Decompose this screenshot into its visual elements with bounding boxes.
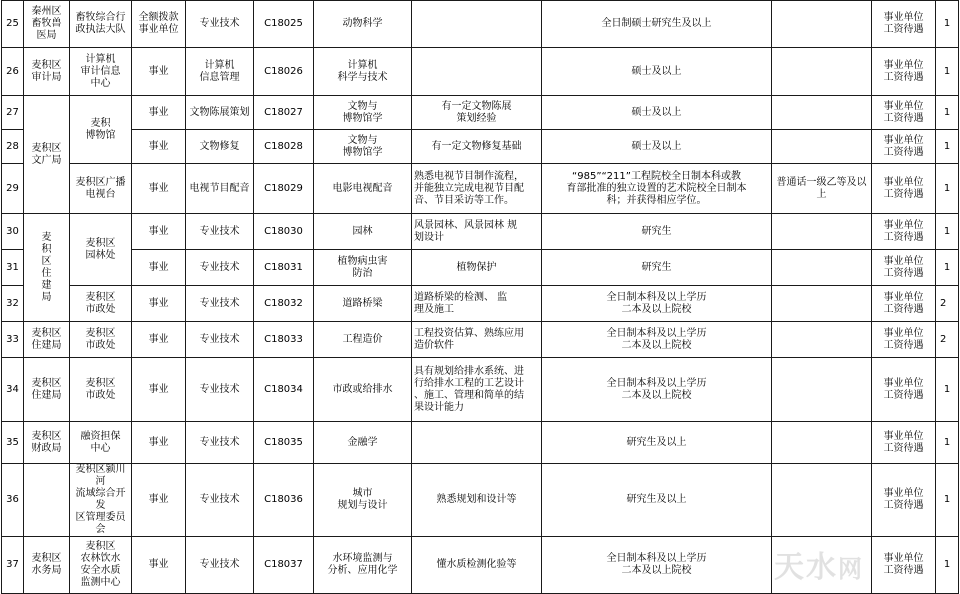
- salary: 事业单位 工资待遇: [872, 96, 936, 130]
- department: 麦积区 文广局: [24, 96, 70, 214]
- other-condition: [772, 1, 872, 48]
- row-number: 37: [2, 537, 24, 594]
- post-code: C18032: [254, 286, 314, 322]
- requirement: 有一定文物修复基础: [412, 130, 542, 164]
- unit-nature: 事业: [132, 250, 186, 286]
- salary: 事业单位 工资待遇: [872, 422, 936, 464]
- requirement: 懂水质检测化验等: [412, 537, 542, 594]
- headcount: 1: [936, 537, 959, 594]
- salary: 事业单位 工资待遇: [872, 214, 936, 250]
- salary: 事业单位 工资待遇: [872, 537, 936, 594]
- table-row: [2, 464, 959, 537]
- education: 全日制硕士研究生及以上: [542, 1, 772, 48]
- headcount: 1: [936, 422, 959, 464]
- major: 城市 规划与设计: [314, 464, 412, 537]
- salary: 事业单位 工资待遇: [872, 48, 936, 96]
- table-row: [2, 214, 959, 250]
- department: 麦积区 审计局: [24, 48, 70, 96]
- education: 硕士及以上: [542, 96, 772, 130]
- education: 全日制本科及以上学历 二本及以上院校: [542, 358, 772, 422]
- other-condition: [772, 130, 872, 164]
- education: 研究生及以上: [542, 464, 772, 537]
- major: 市政或给排水: [314, 358, 412, 422]
- major: 动物科学: [314, 1, 412, 48]
- post-name: 专业技术: [186, 422, 254, 464]
- post-name: 文物修复: [186, 130, 254, 164]
- post-code: C18026: [254, 48, 314, 96]
- employer: 麦积区 市政处: [70, 358, 132, 422]
- requirement: [412, 1, 542, 48]
- requirement: 熟悉电视节目制作流程， 并能独立完成电视节目配 音、节目采访等工作。: [412, 164, 542, 214]
- education: 研究生及以上: [542, 422, 772, 464]
- employer: 计算机 审计信息 中心: [70, 48, 132, 96]
- other-condition: [772, 322, 872, 358]
- post-code: C18033: [254, 322, 314, 358]
- table-row: [2, 286, 959, 322]
- headcount: 1: [936, 130, 959, 164]
- post-code: C18028: [254, 130, 314, 164]
- unit-nature: 全额拨款 事业单位: [132, 1, 186, 48]
- other-condition: [772, 422, 872, 464]
- requirement: 具有规划给排水系统、进 行给排水工程的工艺设计 、施工、管理和简单的结 果设计能力: [412, 358, 542, 422]
- row-number: 29: [2, 164, 24, 214]
- requirement: 道路桥梁的检测、 监 理及施工: [412, 286, 542, 322]
- headcount: 1: [936, 464, 959, 537]
- headcount: 1: [936, 164, 959, 214]
- education: 研究生: [542, 250, 772, 286]
- education: 全日制本科及以上学历 二本及以上院校: [542, 286, 772, 322]
- salary: 事业单位 工资待遇: [872, 322, 936, 358]
- row-number: 34: [2, 358, 24, 422]
- table-row: [2, 164, 959, 214]
- row-number: 32: [2, 286, 24, 322]
- headcount: 1: [936, 48, 959, 96]
- row-number: 26: [2, 48, 24, 96]
- other-condition: [772, 48, 872, 96]
- post-code: C18030: [254, 214, 314, 250]
- headcount: 1: [936, 214, 959, 250]
- department: 秦州区 畜牧兽 医局: [24, 1, 70, 48]
- table-row: [2, 48, 959, 96]
- table-row: [2, 96, 959, 130]
- salary: 事业单位 工资待遇: [872, 164, 936, 214]
- employer: 麦积区 园林处: [70, 214, 132, 286]
- major: 水环境监测与 分析、应用化学: [314, 537, 412, 594]
- headcount: 1: [936, 96, 959, 130]
- department: 麦积区 财政局: [24, 422, 70, 464]
- requirement: [412, 422, 542, 464]
- employer: 麦积区 市政处: [70, 286, 132, 322]
- post-code: C18029: [254, 164, 314, 214]
- requirement: 风景园林、风景园林 规 划设计: [412, 214, 542, 250]
- other-condition: [772, 250, 872, 286]
- table-row: [2, 130, 959, 164]
- watermark-text: 天水: [774, 550, 838, 585]
- salary: 事业单位 工资待遇: [872, 250, 936, 286]
- row-number: 28: [2, 130, 24, 164]
- major: 文物与 博物馆学: [314, 96, 412, 130]
- unit-nature: 事业: [132, 130, 186, 164]
- unit-nature: 事业: [132, 286, 186, 322]
- salary: 事业单位 工资待遇: [872, 286, 936, 322]
- major: 金融学: [314, 422, 412, 464]
- major: 计算机 科学与技术: [314, 48, 412, 96]
- major: 道路桥梁: [314, 286, 412, 322]
- education: “985”“211”工程院校全日制本科或教 育部批准的独立设置的艺术院校全日制本 科；并获得相应学位。: [542, 164, 772, 214]
- requirement: [412, 48, 542, 96]
- other-condition: [772, 537, 872, 594]
- employer: 畜牧综合行 政执法大队: [70, 1, 132, 48]
- table-row: [2, 250, 959, 286]
- department: 麦积区 住建局: [24, 358, 70, 422]
- salary: 事业单位 工资待遇: [872, 1, 936, 48]
- post-name: 文物陈展策划: [186, 96, 254, 130]
- other-condition: [772, 464, 872, 537]
- post-name: 专业技术: [186, 322, 254, 358]
- post-code: C18031: [254, 250, 314, 286]
- major: 工程造价: [314, 322, 412, 358]
- headcount: 2: [936, 286, 959, 322]
- unit-nature: 事业: [132, 358, 186, 422]
- recruitment-table: [1, 0, 959, 594]
- row-number: 30: [2, 214, 24, 250]
- salary: 事业单位 工资待遇: [872, 358, 936, 422]
- post-code: C18036: [254, 464, 314, 537]
- row-number: 25: [2, 1, 24, 48]
- education: 全日制本科及以上学历 二本及以上院校: [542, 322, 772, 358]
- post-name: 专业技术: [186, 464, 254, 537]
- unit-nature: 事业: [132, 164, 186, 214]
- department: [24, 464, 70, 537]
- post-name: 专业技术: [186, 286, 254, 322]
- row-number: 31: [2, 250, 24, 286]
- post-name: 专业技术: [186, 214, 254, 250]
- department: 麦积区 水务局: [24, 537, 70, 594]
- employer: 麦积 博物馆: [70, 96, 132, 164]
- other-condition: 普通话一级乙等及以上: [772, 164, 872, 214]
- post-code: C18025: [254, 1, 314, 48]
- other-condition: [772, 96, 872, 130]
- row-number: 27: [2, 96, 24, 130]
- headcount: 1: [936, 250, 959, 286]
- unit-nature: 事业: [132, 214, 186, 250]
- post-code: C18037: [254, 537, 314, 594]
- department: 麦 积 区 住 建 局: [24, 214, 70, 322]
- unit-nature: 事业: [132, 48, 186, 96]
- major: 植物病虫害 防治: [314, 250, 412, 286]
- education: 硕士及以上: [542, 130, 772, 164]
- education: 全日制本科及以上学历 二本及以上院校: [542, 537, 772, 594]
- post-name: 专业技术: [186, 1, 254, 48]
- education: 研究生: [542, 214, 772, 250]
- post-name: 专业技术: [186, 537, 254, 594]
- post-name: 计算机 信息管理: [186, 48, 254, 96]
- employer: 麦积区颍川河 流域综合开发 区管理委员会: [70, 464, 132, 537]
- table-row: [2, 537, 959, 594]
- post-name: 专业技术: [186, 358, 254, 422]
- post-code: C18034: [254, 358, 314, 422]
- major: 园林: [314, 214, 412, 250]
- post-name: 专业技术: [186, 250, 254, 286]
- unit-nature: 事业: [132, 537, 186, 594]
- other-condition: [772, 358, 872, 422]
- employer: 融资担保 中心: [70, 422, 132, 464]
- department: 麦积区 住建局: [24, 322, 70, 358]
- salary: 事业单位 工资待遇: [872, 130, 936, 164]
- table-body: [2, 1, 959, 594]
- employer: 麦积区广播 电视台: [70, 164, 132, 214]
- unit-nature: 事业: [132, 464, 186, 537]
- post-name: 电视节目配音: [186, 164, 254, 214]
- row-number: 36: [2, 464, 24, 537]
- unit-nature: 事业: [132, 96, 186, 130]
- table-row: [2, 1, 959, 48]
- employer: 麦积区 农林饮水 安全水质 监测中心: [70, 537, 132, 594]
- requirement: 熟悉规划和设计等: [412, 464, 542, 537]
- post-code: C18027: [254, 96, 314, 130]
- headcount: 2: [936, 322, 959, 358]
- table-row: [2, 322, 959, 358]
- table-row: [2, 358, 959, 422]
- requirement: 工程投资估算、熟练应用 造价软件: [412, 322, 542, 358]
- table-row: [2, 422, 959, 464]
- headcount: 1: [936, 358, 959, 422]
- row-number: 33: [2, 322, 24, 358]
- major: 文物与 博物馆学: [314, 130, 412, 164]
- unit-nature: 事业: [132, 322, 186, 358]
- other-condition: [772, 214, 872, 250]
- salary: 事业单位 工资待遇: [872, 464, 936, 537]
- watermark-suffix: 网: [838, 554, 864, 583]
- employer: 麦积区 市政处: [70, 322, 132, 358]
- major: 电影电视配音: [314, 164, 412, 214]
- requirement: 植物保护: [412, 250, 542, 286]
- row-number: 35: [2, 422, 24, 464]
- requirement: 有一定文物陈展 策划经验: [412, 96, 542, 130]
- other-condition: [772, 286, 872, 322]
- headcount: 1: [936, 1, 959, 48]
- education: 硕士及以上: [542, 48, 772, 96]
- post-code: C18035: [254, 422, 314, 464]
- unit-nature: 事业: [132, 422, 186, 464]
